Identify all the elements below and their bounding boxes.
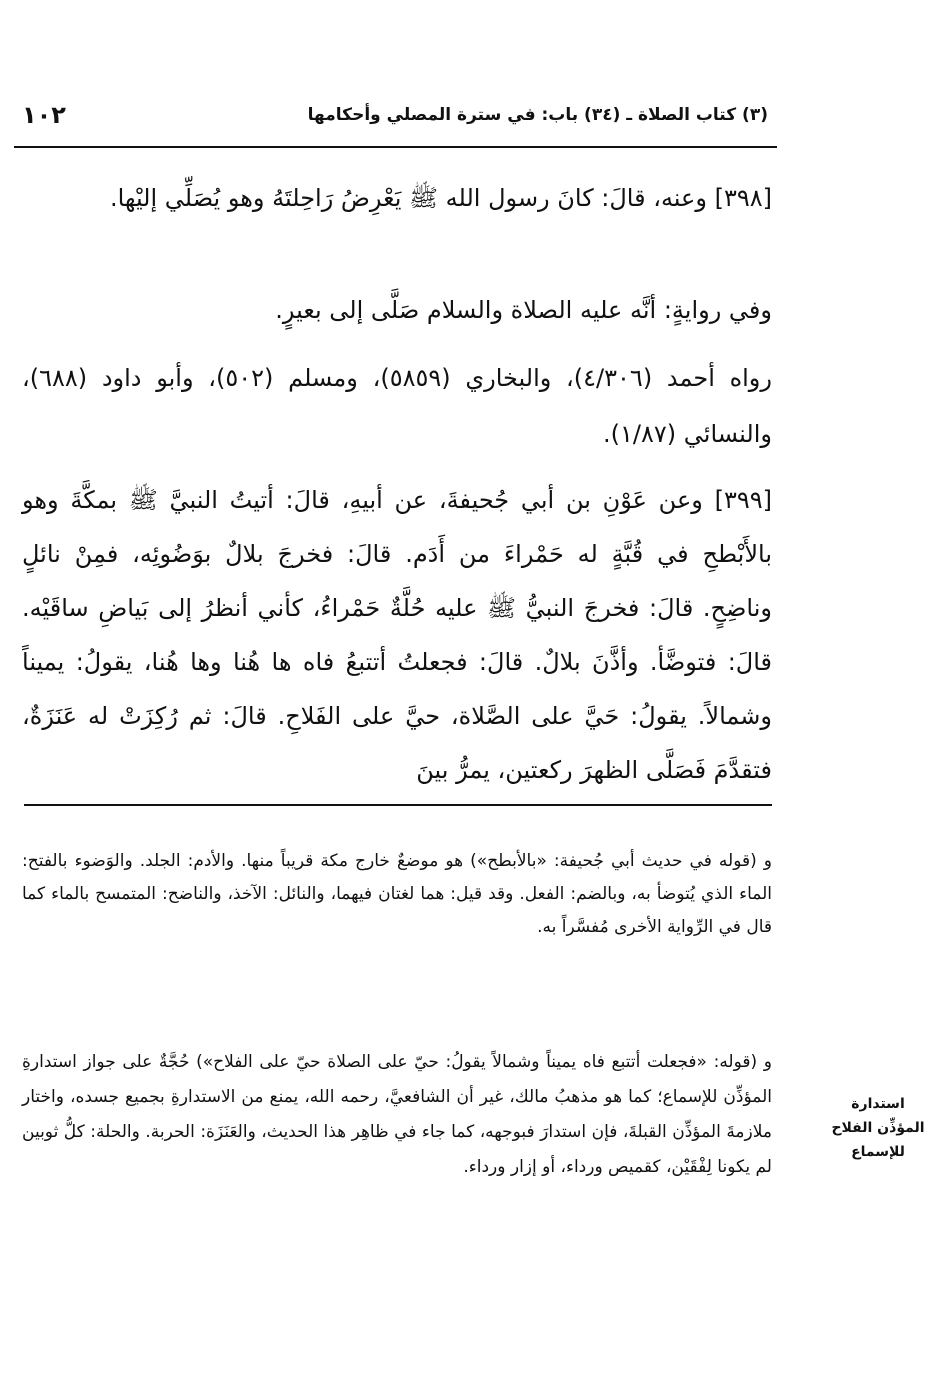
page-header [22,96,768,134]
footnote-1: و (قوله في حديث أبي جُحيفة: «بالأبطح») هو موضعٌ خارج مكة قريباً منها. والأدم: الجلد. والوَضوء بالفتح: الماء الذي يُتوضأ به، وبالضم: الفعل. وقد قيل: هما لغتان فيهما، والنائل: الآخذ، والناضح: المتمسح بالماء كما قال في الرِّواية الأخرى مُفسَّراً به. [22,851,772,937]
hadith-398-variant-block [22,282,772,338]
hadith-399-block [22,473,772,797]
page-number: ١٠٢ [22,101,66,129]
hadith-399-text: [٣٩٩] وعن عَوْنِ بن أبي جُحيفةَ، عن أبيهِ، قالَ: أتيتُ النبيَّ ﷺ بمكَّةَ وهو بالأَبْطحِ في قُبَّةٍ له حَمْراءَ من أَدَم. قالَ: فخرجَ بلالٌ بوَضُوئِه، فمِنْ نائلٍ وناضِحٍ. قالَ: فخرجَ النبيُّ ﷺ عليه حُلَّةٌ حَمْراءُ، كأني أنظرُ إلى بَياضِ ساقَيْه. قالَ: فتوضَّأ. وأذَّنَ بلالٌ. قالَ: فجعلتُ أتتبعُ فاه ها هُنا وها هُنا، يقولُ: يميناً وشمالاً. يقولُ: حَيَّ على الصَّلاة، حيَّ على الفَلاحِ. قالَ: ثم رُكِزَتْ له عَنَزَةٌ، فتقدَّمَ فَصَلَّى الظهرَ ركعتين، يمرُّ بينَ [22,486,772,784]
hadith-398-text: [٣٩٨] وعنه، قالَ: كانَ رسول الله ﷺ يَعْرِضُ رَاحِلتَهُ وهو يُصَلِّي إليْها. [109,184,772,212]
hadith-398-takhrij-block [22,350,772,462]
margin-note: استدارة المؤذِّن الفلاح للإسماع [831,1096,925,1160]
hadith-398-takhrij: رواه أحمد (٤/٣٠٦)، والبخاري (٥٨٥٩)، ومسلم (٥٠٢)، وأبو داود (٦٨٨)، والنسائي (١/٨٧). [22,364,772,448]
footnote-2-block [22,1045,772,1185]
footnote-1-block [22,845,772,944]
header-divider [14,146,777,148]
running-title: (٣) كتاب الصلاة ـ (٣٤) باب: في سترة المصلي وأحكامها [307,105,768,125]
footnote-divider [24,804,772,806]
footnote-2: و (قوله: «فجعلت أتتبع فاه يميناً وشمالاً يقولُ: حيّ على الصلاة حيّ على الفلاح») حُجَّةٌ على جواز استدارةِ المؤذِّن للإسماع؛ كما هو مذهبُ مالك، غير أن الشافعيَّ، رحمه الله، يمنع من الاستدارةِ بجميع جسده، واختار ملازمةَ المؤذِّن القبلةَ، فإن استدارَ فبوجهه، كما جاء في ظاهِر هذا الحديث، والعَنَزَة: الحربة. والحلة: كلُّ ثوبين لم يكونا لِفْقَيْن، كقميص ورداء، أو إزار ورداء. [22,1052,772,1177]
hadith-398-variant: وفي روايةٍ: أنَّه عليه الصلاة والسلام صَلَّى إلى بعيرٍ. [275,296,772,324]
hadith-398-block [22,170,772,226]
